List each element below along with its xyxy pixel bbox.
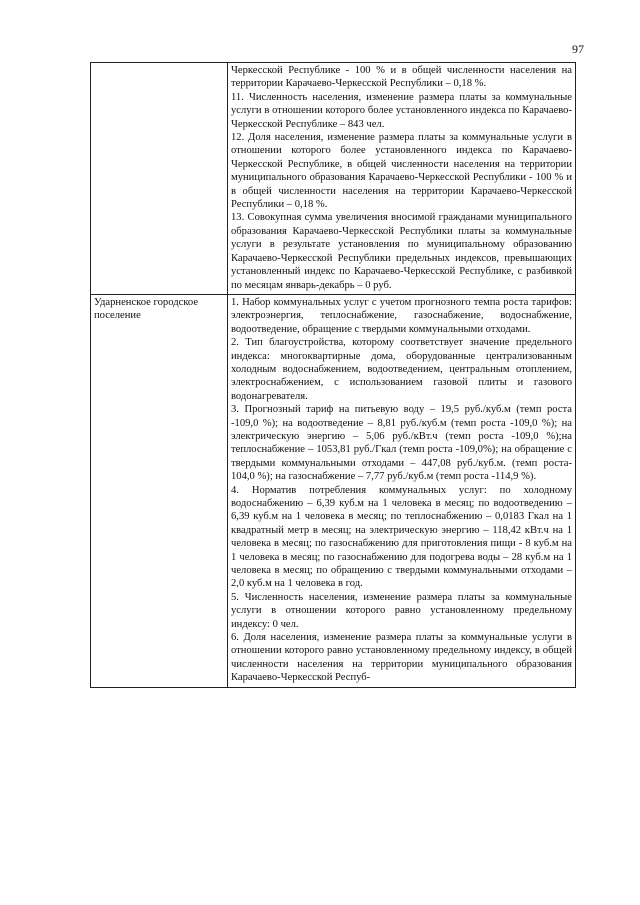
indicator-paragraph: 4. Норматив потребления коммунальных услуг: по холодному водоснабжению – 6,39 куб.м на 1 человека в месяц; по водоотведению – 6,39 куб.м на 1 человека в месяц; по теплоснабжению – 0,0183 Гкал на 1 квадратный метр в месяц; на электрическую энергию – 118,42 кВт.ч на 1 человека в месяц; по газоснабжению для приготовления пищи - 8 куб.м на 1 человека в месяц; по газоснабжению для подогрева воды – 28 куб.м на 1 человека в месяц; по обращению с твердыми коммунальными отходами – 2,0 куб.м на 1 человека в год. xyxy=(231,484,572,590)
table-row xyxy=(91,63,576,295)
table-row xyxy=(91,294,576,687)
settlement-name: Ударненское городское поселение xyxy=(94,296,199,322)
indicators-table xyxy=(90,62,576,688)
page-number: 97 xyxy=(572,42,584,56)
indicator-paragraph: 5. Численность населения, изменение размера платы за коммунальные услуги в отношении которого равно установленному предельному индексу: 0 чел. xyxy=(231,591,572,630)
settlement-cell xyxy=(91,63,228,295)
indicator-paragraph: 1. Набор коммунальных услуг с учетом прогнозного темпа роста тарифов: электроэнергия, теплоснабжение, газоснабжение, водоснабжение, водоотведение, обращение с твердыми коммунальными отходами. xyxy=(231,296,572,335)
indicator-paragraph: 12. Доля населения, изменение размера платы за коммунальные услуги в отношении которого более установленного индекса по Карачаево-Черкесской Республике, в общей численности населения на территории муниципального образования Карачаево-Черкесской Республики - 100 % и в общей численности населения на территории Карачаево-Черкесской Республики – 0,18 %. xyxy=(231,132,572,211)
indicators-cell xyxy=(228,63,576,295)
indicator-paragraph: 13. Совокупная сумма увеличения вносимой гражданами муниципального образования Карачаево-Черкесской Республики платы за коммунальные услуги в результате установления по муниципальному образованию Карачаево-Черкесской Республики предельных индексов, превышающих установленный индекс по Карачаево-Черкесской Республике, с разбивкой по месяцам январь-декабрь – 0 руб. xyxy=(231,212,572,291)
settlement-cell xyxy=(91,294,228,687)
indicators-cell xyxy=(228,294,576,687)
indicator-paragraph: 3. Прогнозный тариф на питьевую воду – 19,5 руб./куб.м (темп роста -109,0 %); на водоотведение – 8,81 руб./куб.м (темп роста -109,0 %); на электрическую энергию – 5,06 руб./кВт.ч (темп роста -109,0 %);на теплоснабжение – 1053,81 руб./Гкал (темп роста -109,0%); на обращение с твердыми коммунальными отходами – 447,08 руб./куб.м. (темп роста- 104,0 %); на газоснабжение – 7,77 руб./куб.м (темп роста -114,9 %). xyxy=(231,404,572,483)
indicator-paragraph: 2. Тип благоустройства, которому соответствует значение предельного индекса: многоквартирные дома, оборудованные централизованным холодным водоснабжением, водоотведением, центральным отоплением, электроснабжением, с использованием газовой плиты и газового водонагревателя. xyxy=(231,337,572,402)
indicator-paragraph: 11. Численность населения, изменение размера платы за коммунальные услуги в отношении которого более установленного индекса по Карачаево-Черкесской Республике – 843 чел. xyxy=(231,91,572,130)
indicator-paragraph: Черкесской Республике - 100 % и в общей численности населения на территории Карачаево-Черкесской Республики – 0,18 %. xyxy=(231,65,572,90)
indicator-paragraph: 6. Доля населения, изменение размера платы за коммунальные услуги в отношении которого равно установленному предельному индексу, в общей численности населения на территории муниципального образования Карачаево-Черкесской Респуб- xyxy=(231,632,572,684)
